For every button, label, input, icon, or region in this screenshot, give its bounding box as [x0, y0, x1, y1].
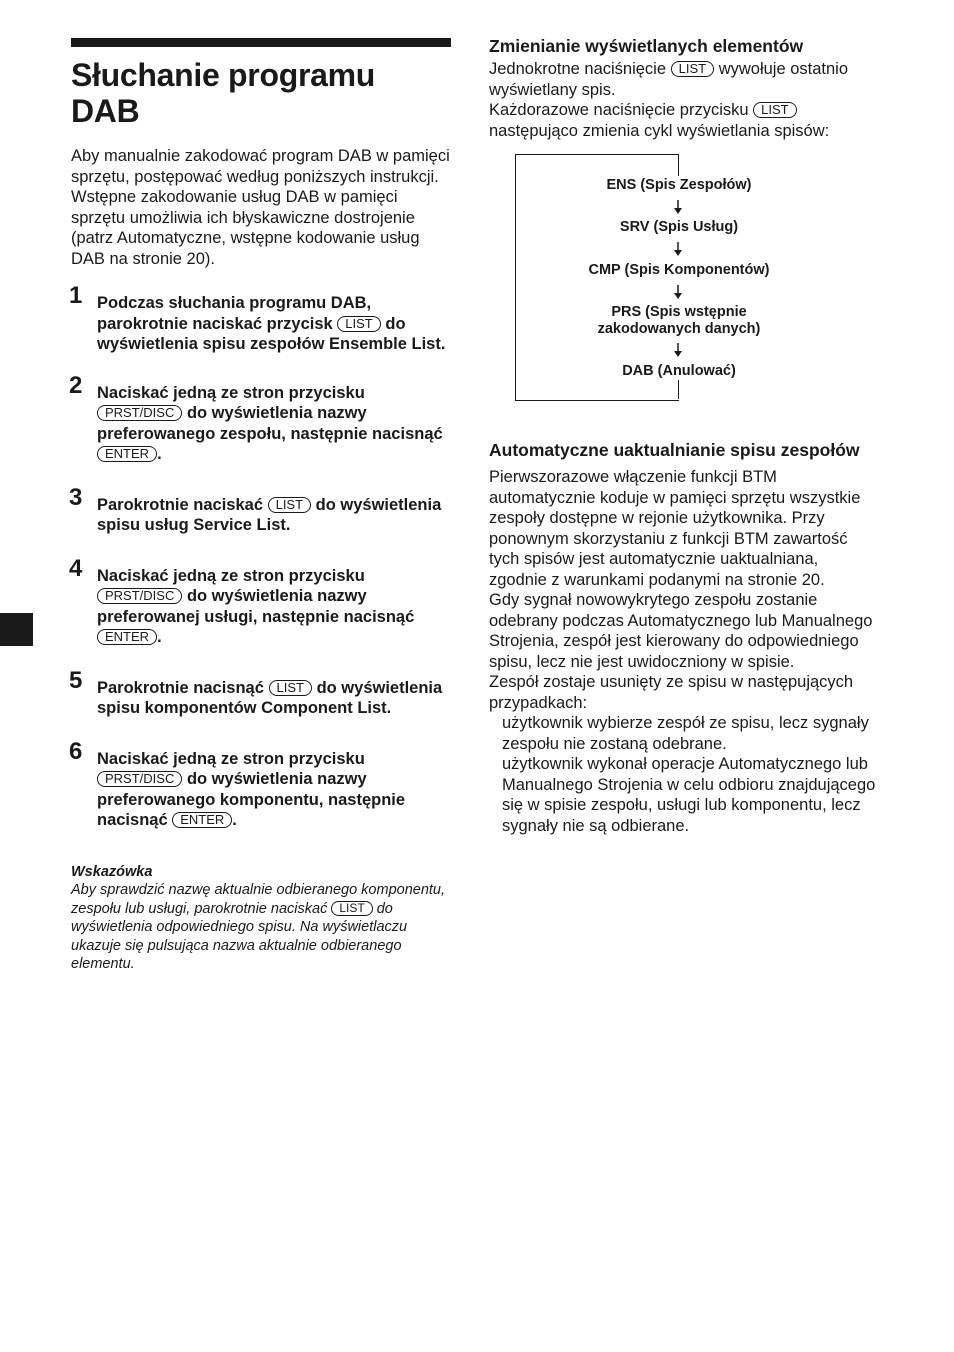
cycle-item-cmp: CMP (Spis Komponentów): [588, 262, 770, 278]
display-p1-post: wywołuje ostatnio wyświetlany spis.: [489, 60, 849, 99]
step-text: do wyświetlenia nazwy preferowanego zespołu, następnie nacisnąć: [97, 404, 443, 443]
page-title-line2: DAB: [71, 93, 140, 129]
display-p2-pre: Każdorazowe naciśnięcie przycisku: [489, 101, 749, 119]
step-text: do wyświetlenia spisu usług Service List.: [97, 495, 442, 534]
list-button-label: LIST: [337, 316, 380, 332]
display-heading: Zmienianie wyświetlanych elementów: [489, 36, 804, 56]
prst-disc-button-label: PRST/DISC: [97, 405, 182, 421]
cycle-item-prs: PRS (Spis wstępnie zakodowanych danych): [597, 304, 761, 337]
list-item: użytkownik wybierze zespół ze spisu, lecz sygnały zespołu nie zostaną odebrane.: [502, 714, 869, 753]
tip-box: [71, 863, 451, 974]
display-paragraph-1: [489, 59, 879, 100]
prst-disc-button-label: PRST/DISC: [97, 771, 182, 787]
step-5: [69, 666, 451, 719]
list-item: użytkownik wykonał operacje Automatycznego lub Manualnego Strojenia w celu odbioru znajdującego się w spisie zespołu, usługi lub komponentu, lecz sygnały nie są odbierane.: [502, 755, 876, 835]
tip-title: Wskazówka: [71, 863, 153, 880]
title-rule: [71, 38, 451, 47]
auto-update-text: [489, 467, 879, 836]
page-title-line1: Słuchanie programu: [71, 57, 375, 93]
step-text: Naciskać jedną ze stron przycisku: [97, 566, 365, 585]
intro-paragraph-2: Wstępne zakodowanie usług DAB w pamięci sprzętu umożliwia ich błyskawiczne dostrojenie (patrz Automatyczne, wstępne kodowanie usług DAB na stronie 20).: [71, 188, 420, 268]
step-number: 1: [69, 282, 83, 309]
section-tab-marker: [0, 613, 33, 646]
step-text: Parokrotnie naciskać: [97, 495, 263, 514]
step-text: .: [157, 445, 162, 463]
left-column: [71, 38, 451, 974]
intro-text: [71, 146, 451, 269]
display-p1-pre: Jednokrotne naciśnięcie: [489, 60, 667, 78]
cycle-diagram-line: [678, 154, 679, 176]
enter-button-label: ENTER: [97, 446, 157, 462]
step-text: .: [157, 628, 162, 646]
enter-button-label: ENTER: [97, 629, 157, 645]
step-number: 2: [69, 371, 83, 399]
tip-text: [71, 881, 451, 974]
step-text: do wyświetlenia spisu zespołów Ensemble List.: [97, 314, 446, 353]
auto-update-section: [489, 438, 879, 836]
tip-text-pre: Aby sprawdzić nazwę aktualnie odbieranego komponentu, zespołu lub usługi, parokrotnie naciskać: [71, 882, 446, 917]
step-number: 6: [69, 737, 83, 765]
steps-list: [69, 282, 451, 831]
step-text: do wyświetlenia nazwy preferowanego komponentu, następnie nacisnąć: [97, 770, 406, 829]
list-button-label: LIST: [331, 901, 372, 916]
step-text: do wyświetlenia spisu komponentów Component List.: [97, 678, 443, 717]
arrow-down-icon: [671, 200, 685, 215]
auto-update-paragraph-1: Pierwszorazowe włączenie funkcji BTM automatycznie koduje w pamięci sprzętu wszystkie zespoły dostępne w rejonie użytkownika. Przy ponownym skorzystaniu z funkcji BTM zawartość tych spisów jest automatycznie uaktualniana, zgodnie z warunkami podanymi na stronie 20.: [489, 468, 861, 589]
right-column: [489, 34, 879, 141]
prst-disc-button-label: PRST/DISC: [97, 588, 182, 604]
cycle-item-dab: DAB (Anulować): [622, 363, 736, 379]
step-6: [69, 737, 451, 831]
step-text: .: [232, 811, 237, 829]
cycle-item-srv: SRV (Spis Usług): [619, 219, 739, 235]
intro-paragraph-1: Aby manualnie zakodować program DAB w pamięci sprzętu, postępować według poniższych instrukcji.: [71, 147, 450, 186]
display-paragraph-2: [489, 100, 879, 141]
step-3: [69, 483, 451, 536]
list-button-label: LIST: [268, 497, 311, 513]
enter-button-label: ENTER: [172, 812, 232, 828]
cycle-diagram-line: [678, 380, 679, 399]
arrow-down-icon: [671, 343, 685, 358]
list-button-label: LIST: [671, 61, 714, 77]
step-number: 5: [69, 666, 83, 694]
auto-update-paragraph-3: Zespół zostaje usunięty ze spisu w następujących przypadkach:: [489, 673, 854, 712]
step-number: 4: [69, 554, 83, 582]
auto-update-paragraph-2: Gdy sygnał nowowykrytego zespołu zostanie odebrany podczas Automatycznego lub Manualnego Strojenia, zespół jest kierowany do odpowiedniego spisu, lecz nie jest uwidoczniony w spisie.: [489, 591, 873, 671]
display-p2-post: następująco zmienia cykl wyświetlania spisów:: [489, 121, 830, 140]
display-text: [489, 59, 879, 141]
step-text: Podczas słuchania programu DAB, parokrotnie naciskać przycisk: [97, 294, 372, 333]
step-2: [69, 371, 451, 465]
step-text: Parokrotnie nacisnąć: [97, 678, 264, 697]
step-text: Naciskać jedną ze stron przycisku: [97, 749, 365, 768]
list-button-label: LIST: [269, 680, 312, 696]
list-button-label: LIST: [753, 102, 796, 118]
cycle-item-ens: ENS (Spis Zespołów): [606, 177, 752, 193]
arrow-down-icon: [671, 242, 685, 257]
tip-text-post: do wyświetlenia odpowiedniego spisu. Na wyświetlaczu ukazuje się pulsująca nazwa aktualnie odbieranego elementu.: [71, 900, 408, 972]
removal-cases-list: [489, 713, 879, 836]
step-number: 3: [69, 483, 83, 511]
page-title: [71, 57, 451, 129]
step-text: do wyświetlenia nazwy preferowanej usługi, następnie nacisnąć: [97, 587, 415, 626]
arrow-down-icon: [671, 285, 685, 300]
step-1: [69, 282, 451, 355]
auto-update-heading: Automatyczne uaktualnianie spisu zespołów: [489, 440, 860, 460]
step-4: [69, 554, 451, 648]
step-text: Naciskać jedną ze stron przycisku: [97, 383, 365, 402]
